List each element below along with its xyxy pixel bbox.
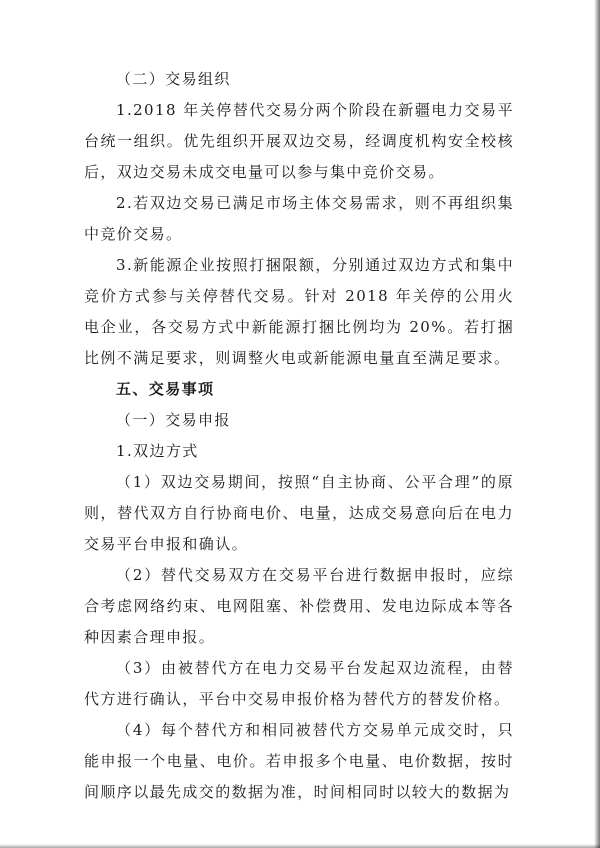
paragraph-item-3: 3.新能源企业按照打捆限额，分别通过双边方式和集中竞价方式参与关停替代交易。针对 2018 年关停的公用火电企业，各交易方式中新能源打捆比例均为 20%。若打捆比例不满足要求，则调整火电或新能源电量直至满足要求。: [84, 256, 514, 367]
document-body: [84, 64, 514, 808]
paragraph-clause-4: （4）每个替代方和相同被替代方交易单元成交时，只能申报一个电量、电价。若申报多个电量、电价数据，按时间顺序以最先成交的数据为准，时间相同时以较大的数据为: [84, 721, 514, 801]
paragraph-clause-3: （3）由被替代方在电力交易平台发起双边流程，由替代方进行确认，平台中交易申报价格为替代方的替发价格。: [84, 659, 514, 708]
subsection-title-trade-organization: （二）交易组织: [116, 70, 231, 88]
item-title-bilateral-method: 1.双边方式: [116, 442, 199, 460]
section-title-trade-matters: 五、交易事项: [116, 380, 215, 398]
paragraph-clause-2: （2）替代交易双方在交易平台进行数据申报时，应综合考虑网络约束、电网阻塞、补偿费用、发电边际成本等各种因素合理申报。: [84, 566, 514, 646]
paragraph-clause-1: （1）双边交易期间，按照“自主协商、公平合理”的原则，替代双方自行协商电价、电量，达成交易意向后在电力交易平台申报和确认。: [84, 473, 514, 553]
paragraph-item-2: 2.若双边交易已满足市场主体交易需求，则不再组织集中竞价交易。: [84, 194, 514, 243]
subsection-title-trade-declaration: （一）交易申报: [116, 411, 231, 429]
paragraph-item-1: 1.2018 年关停替代交易分两个阶段在新疆电力交易平台统一组织。优先组织开展双边交易，经调度机构安全校核后，双边交易未成交电量可以参与集中竞价交易。: [84, 101, 514, 181]
page-edge-shadow: [594, 0, 600, 848]
page-bottom-shadow: [0, 844, 600, 848]
